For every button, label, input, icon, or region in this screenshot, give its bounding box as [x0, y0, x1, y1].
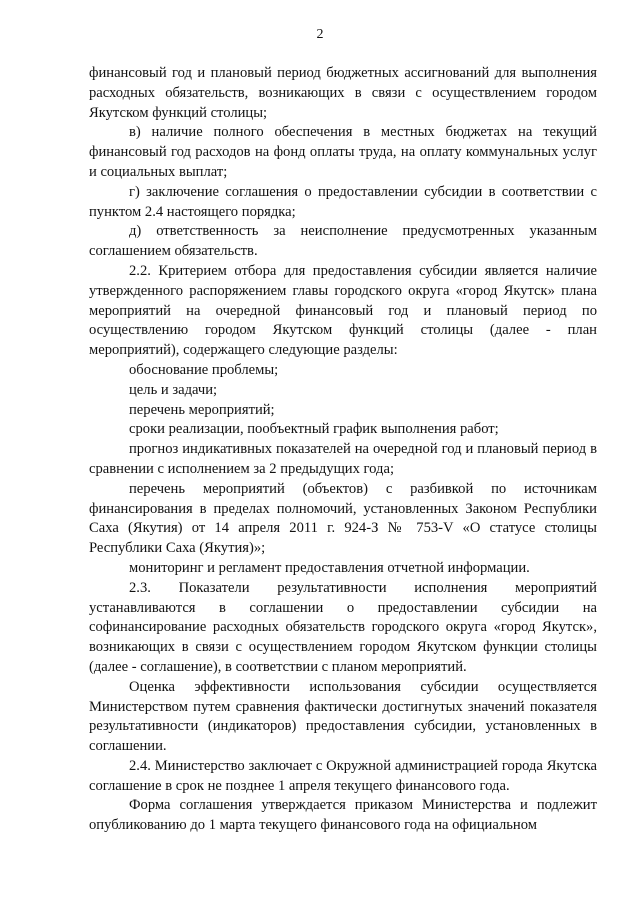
list-item: перечень мероприятий;: [129, 401, 275, 418]
paragraph: финансовый год и плановый период бюджетных ассигнований для выполнения расходных обязательств, возникающих в связи с осуществлением городом Якутском функций столицы;: [89, 65, 597, 121]
page-number: 2: [316, 27, 324, 42]
paragraph: г) заключение соглашения о предоставлении субсидии в соответствии с пунктом 2.4 настоящего порядка;: [89, 183, 597, 220]
list-item: обоснование проблемы;: [129, 361, 279, 378]
list-item: мониторинг и регламент предоставления отчетной информации.: [129, 559, 530, 576]
list-item: цель и задачи;: [129, 381, 218, 398]
paragraph: 2.4. Министерство заключает с Окружной администрацией города Якутска соглашение в срок не позднее 1 апреля текущего финансового года.: [89, 757, 597, 794]
list-item: прогноз индикативных показателей на очередной год и плановый период в сравнении с исполнением за 2 предыдущих года;: [89, 441, 597, 477]
paragraph: в) наличие полного обеспечения в местных бюджетах на текущий финансовый год расходов на фонд оплаты труда, на оплату коммунальных услуг и социальных выплат;: [89, 124, 597, 180]
list-item: сроки реализации, пообъектный график выполнения работ;: [129, 421, 499, 438]
document-body: [89, 64, 597, 836]
list-item: перечень мероприятий (объектов) с разбивкой по источникам финансирования в пределах полномочий, установленных Законом Республики Саха (Якутия) от 14 апреля 2011 г. 924-З № 753-V «О статусе столицы Республики Саха (Якутия)»;: [89, 480, 597, 557]
paragraph: 2.3. Показатели результативности исполнения мероприятий устанавливаются в соглашении о предоставлении субсидии на софинансирование расходных обязательств городского округа «город Якутск», возникающих в связи с осуществлением городом Якутском функции столицы (далее - соглашение), в соответствии с планом мероприятий.: [89, 579, 597, 675]
paragraph: 2.2. Критерием отбора для предоставления субсидии является наличие утвержденного распоряжением главы городского округа «город Якутск» плана мероприятий на очередной финансовый год и плановый период по осуществлению городом Якутском функций столицы (далее - план мероприятий), содержащего следующие разделы:: [89, 262, 597, 359]
paragraph: Оценка эффективности использования субсидии осуществляется Министерством путем сравнения фактически достигнутых значений показателя результативности (индикаторов) предоставления субсидии, установленных в соглашении.: [89, 678, 597, 755]
paragraph: Форма соглашения утверждается приказом Министерства и подлежит опубликованию до 1 марта текущего финансового года на официальном: [89, 797, 597, 834]
paragraph: д) ответственность за неисполнение предусмотренных указанным соглашением обязательств.: [89, 223, 597, 260]
